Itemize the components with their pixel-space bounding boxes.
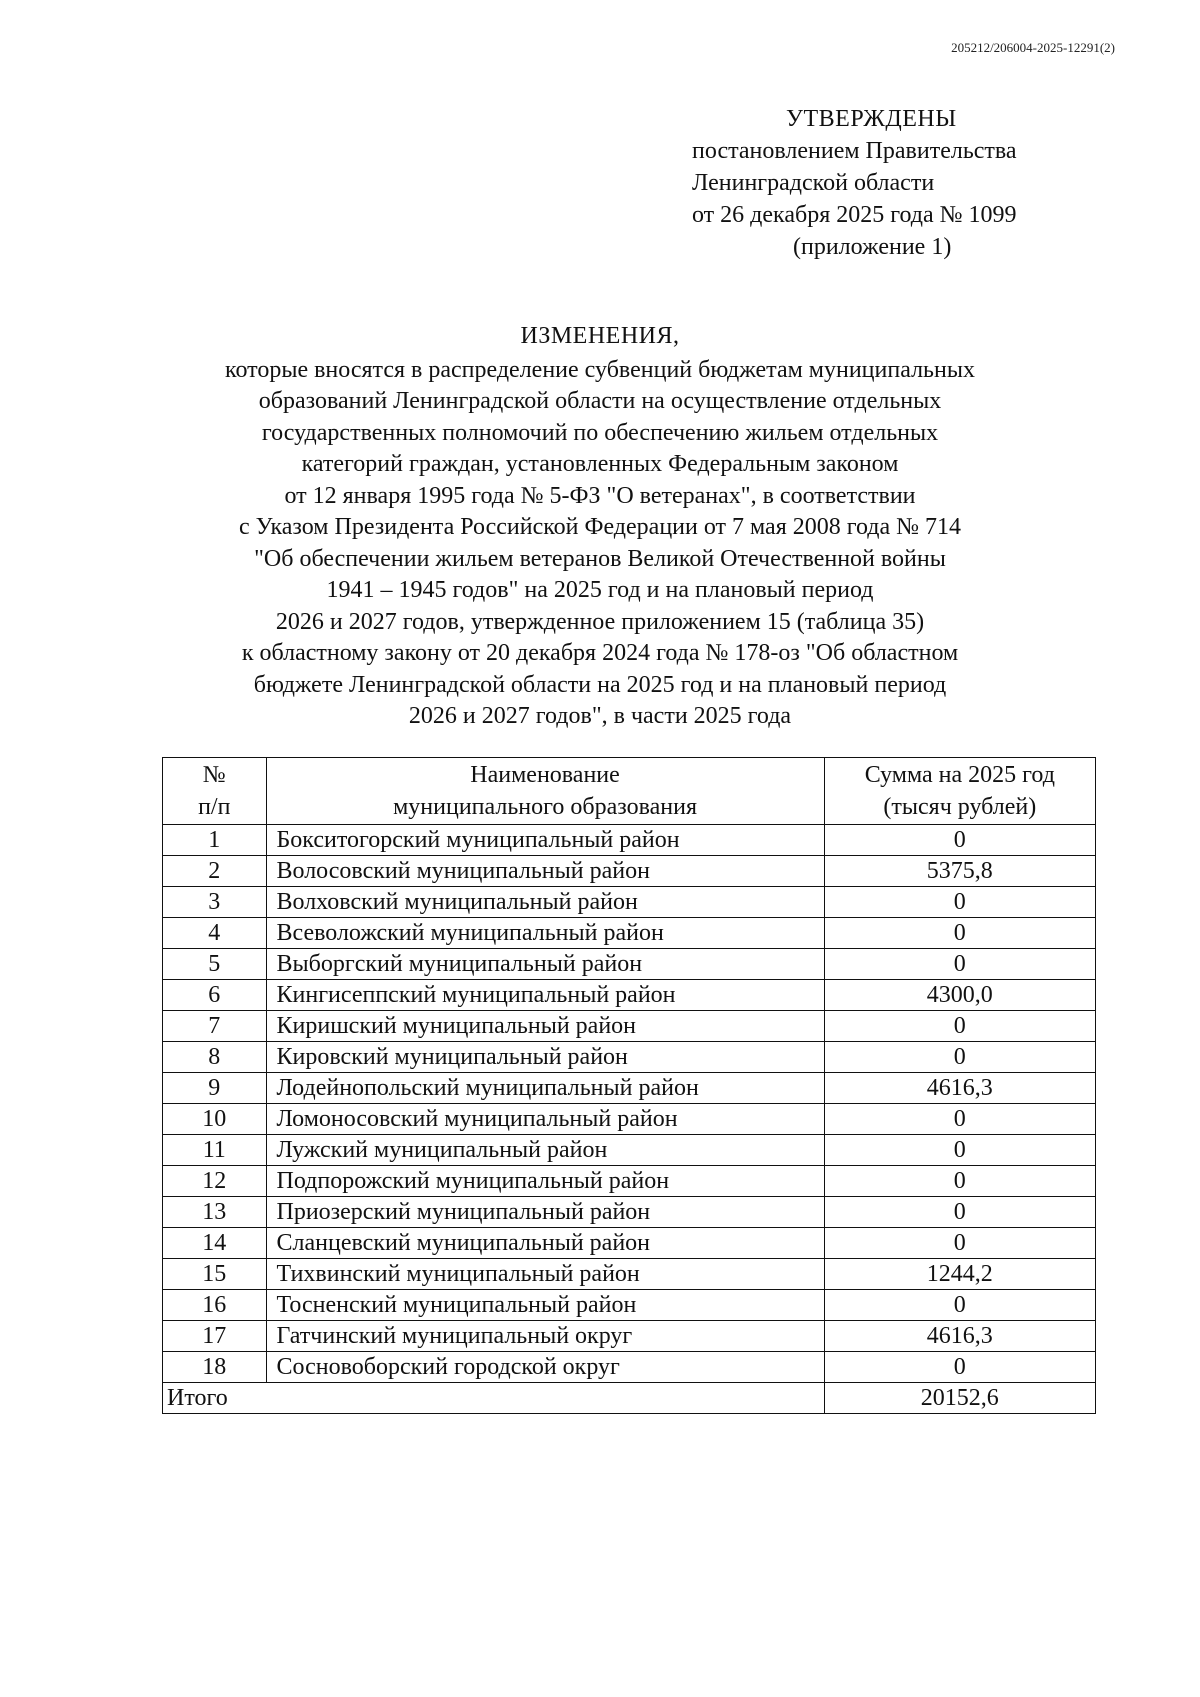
table-row [163, 1259, 1096, 1290]
row-number: 18 [163, 1352, 267, 1383]
row-name: Волховский муниципальный район [266, 887, 824, 918]
row-name: Киришский муниципальный район [266, 1011, 824, 1042]
approval-line-2: Ленинградской области [692, 170, 935, 196]
document-title [100, 321, 1100, 733]
table-header-row [163, 758, 1096, 825]
header-number [163, 758, 267, 825]
row-sum: 4616,3 [824, 1321, 1095, 1352]
title-line: "Об обеспечении жильем ветеранов Великой Отечественной войны [254, 545, 946, 572]
title-line: категорий граждан, установленных Федеральным законом [301, 451, 899, 477]
row-number: 7 [163, 1011, 267, 1042]
table-total-row [163, 1383, 1096, 1414]
table-row [163, 856, 1096, 887]
row-name: Всеволожский муниципальный район [266, 918, 824, 949]
table-row [163, 980, 1096, 1011]
row-sum: 0 [824, 1290, 1095, 1321]
row-name: Тосненский муниципальный район [266, 1290, 824, 1321]
row-sum: 0 [824, 1352, 1095, 1383]
row-sum: 4616,3 [824, 1073, 1095, 1104]
row-number: 11 [163, 1135, 267, 1166]
row-number: 14 [163, 1228, 267, 1259]
row-number: 3 [163, 887, 267, 918]
title-line: образований Ленинградской области на осуществление отдельных [258, 388, 942, 414]
title-line: государственных полномочий по обеспечению жильем отдельных [261, 419, 939, 446]
row-number: 8 [163, 1042, 267, 1073]
row-sum: 0 [824, 1104, 1095, 1135]
table-row [163, 1073, 1096, 1104]
row-number: 1 [163, 825, 267, 856]
row-name: Ломоносовский муниципальный район [266, 1104, 824, 1135]
row-sum: 5375,8 [824, 856, 1095, 887]
total-label: Итого [163, 1383, 825, 1414]
row-number: 2 [163, 856, 267, 887]
table-row [163, 1042, 1096, 1073]
row-sum: 0 [824, 1042, 1095, 1073]
row-sum: 0 [824, 1011, 1095, 1042]
table-row [163, 1011, 1096, 1042]
row-number: 6 [163, 980, 267, 1011]
title-line: 1941 – 1945 годов" на 2025 год и на плановый период [326, 577, 874, 603]
row-sum: 0 [824, 1197, 1095, 1228]
document-id: 205212/206004-2025-12291(2) [951, 40, 1115, 55]
table-row [163, 1321, 1096, 1352]
header-name-line-2: муниципального образования [393, 794, 697, 820]
row-number: 17 [163, 1321, 267, 1352]
approval-line-3: от 26 декабря 2025 года № 1099 [692, 202, 1017, 228]
header-number-line-2: п/п [198, 794, 231, 820]
row-sum: 0 [824, 949, 1095, 980]
row-name: Тихвинский муниципальный район [266, 1259, 824, 1290]
title-line: от 12 января 1995 года № 5-ФЗ "О ветеранах", в соответствии [284, 482, 916, 509]
row-sum: 0 [824, 1228, 1095, 1259]
row-number: 13 [163, 1197, 267, 1228]
row-number: 12 [163, 1166, 267, 1197]
row-sum: 4300,0 [824, 980, 1095, 1011]
header-sum-line-2: (тысяч рублей) [883, 794, 1037, 820]
title-line: бюджете Ленинградской области на 2025 год и на плановый период [253, 671, 947, 698]
header-number-line-1: № [202, 762, 226, 788]
table-row [163, 1352, 1096, 1383]
row-number: 15 [163, 1259, 267, 1290]
header-sum [824, 758, 1095, 825]
title-line: 2026 и 2027 годов", в части 2025 года [408, 703, 792, 729]
header-name-line-1: Наименование [470, 762, 620, 788]
table-row [163, 1104, 1096, 1135]
title-line: которые вносятся в распределение субвенций бюджетам муниципальных [225, 356, 975, 383]
approval-line-4: (приложение 1) [793, 234, 952, 260]
row-name: Волосовский муниципальный район [266, 856, 824, 887]
approval-line-1: постановлением Правительства [692, 138, 1017, 164]
row-sum: 1244,2 [824, 1259, 1095, 1290]
row-number: 16 [163, 1290, 267, 1321]
row-name: Кингисеппский муниципальный район [266, 980, 824, 1011]
row-name: Подпорожский муниципальный район [266, 1166, 824, 1197]
title-line: с Указом Президента Российской Федерации от 7 мая 2008 года № 714 [238, 514, 962, 540]
table-row [163, 949, 1096, 980]
table-row [163, 1290, 1096, 1321]
table-row [163, 1197, 1096, 1228]
row-sum: 0 [824, 1135, 1095, 1166]
header-sum-line-1: Сумма на 2025 год [864, 762, 1055, 788]
subvention-table [162, 757, 1096, 1414]
row-name: Гатчинский муниципальный округ [266, 1321, 824, 1352]
approval-heading: УТВЕРЖДЕНЫ [786, 106, 957, 132]
approval-stamp [692, 103, 1112, 263]
header-name [266, 758, 824, 825]
row-sum: 0 [824, 918, 1095, 949]
row-name: Лодейнопольский муниципальный район [266, 1073, 824, 1104]
row-name: Выборгский муниципальный район [266, 949, 824, 980]
row-number: 4 [163, 918, 267, 949]
row-name: Бокситогорский муниципальный район [266, 825, 824, 856]
row-sum: 0 [824, 1166, 1095, 1197]
row-name: Лужский муниципальный район [266, 1135, 824, 1166]
table-row [163, 1135, 1096, 1166]
row-sum: 0 [824, 825, 1095, 856]
table-row [163, 887, 1096, 918]
row-name: Кировский муниципальный район [266, 1042, 824, 1073]
row-number: 5 [163, 949, 267, 980]
row-sum: 0 [824, 887, 1095, 918]
row-name: Сланцевский муниципальный район [266, 1228, 824, 1259]
row-name: Сосновоборский городской округ [266, 1352, 824, 1383]
row-number: 9 [163, 1073, 267, 1104]
table-row [163, 825, 1096, 856]
total-sum: 20152,6 [824, 1383, 1095, 1414]
table-row [163, 1228, 1096, 1259]
row-name: Приозерский муниципальный район [266, 1197, 824, 1228]
row-number: 10 [163, 1104, 267, 1135]
table-row [163, 918, 1096, 949]
table-row [163, 1166, 1096, 1197]
title-heading: ИЗМЕНЕНИЯ, [520, 323, 680, 349]
title-line: к областному закону от 20 декабря 2024 года № 178-оз "Об областном [241, 640, 959, 666]
title-line: 2026 и 2027 годов, утвержденное приложением 15 (таблица 35) [275, 608, 925, 635]
